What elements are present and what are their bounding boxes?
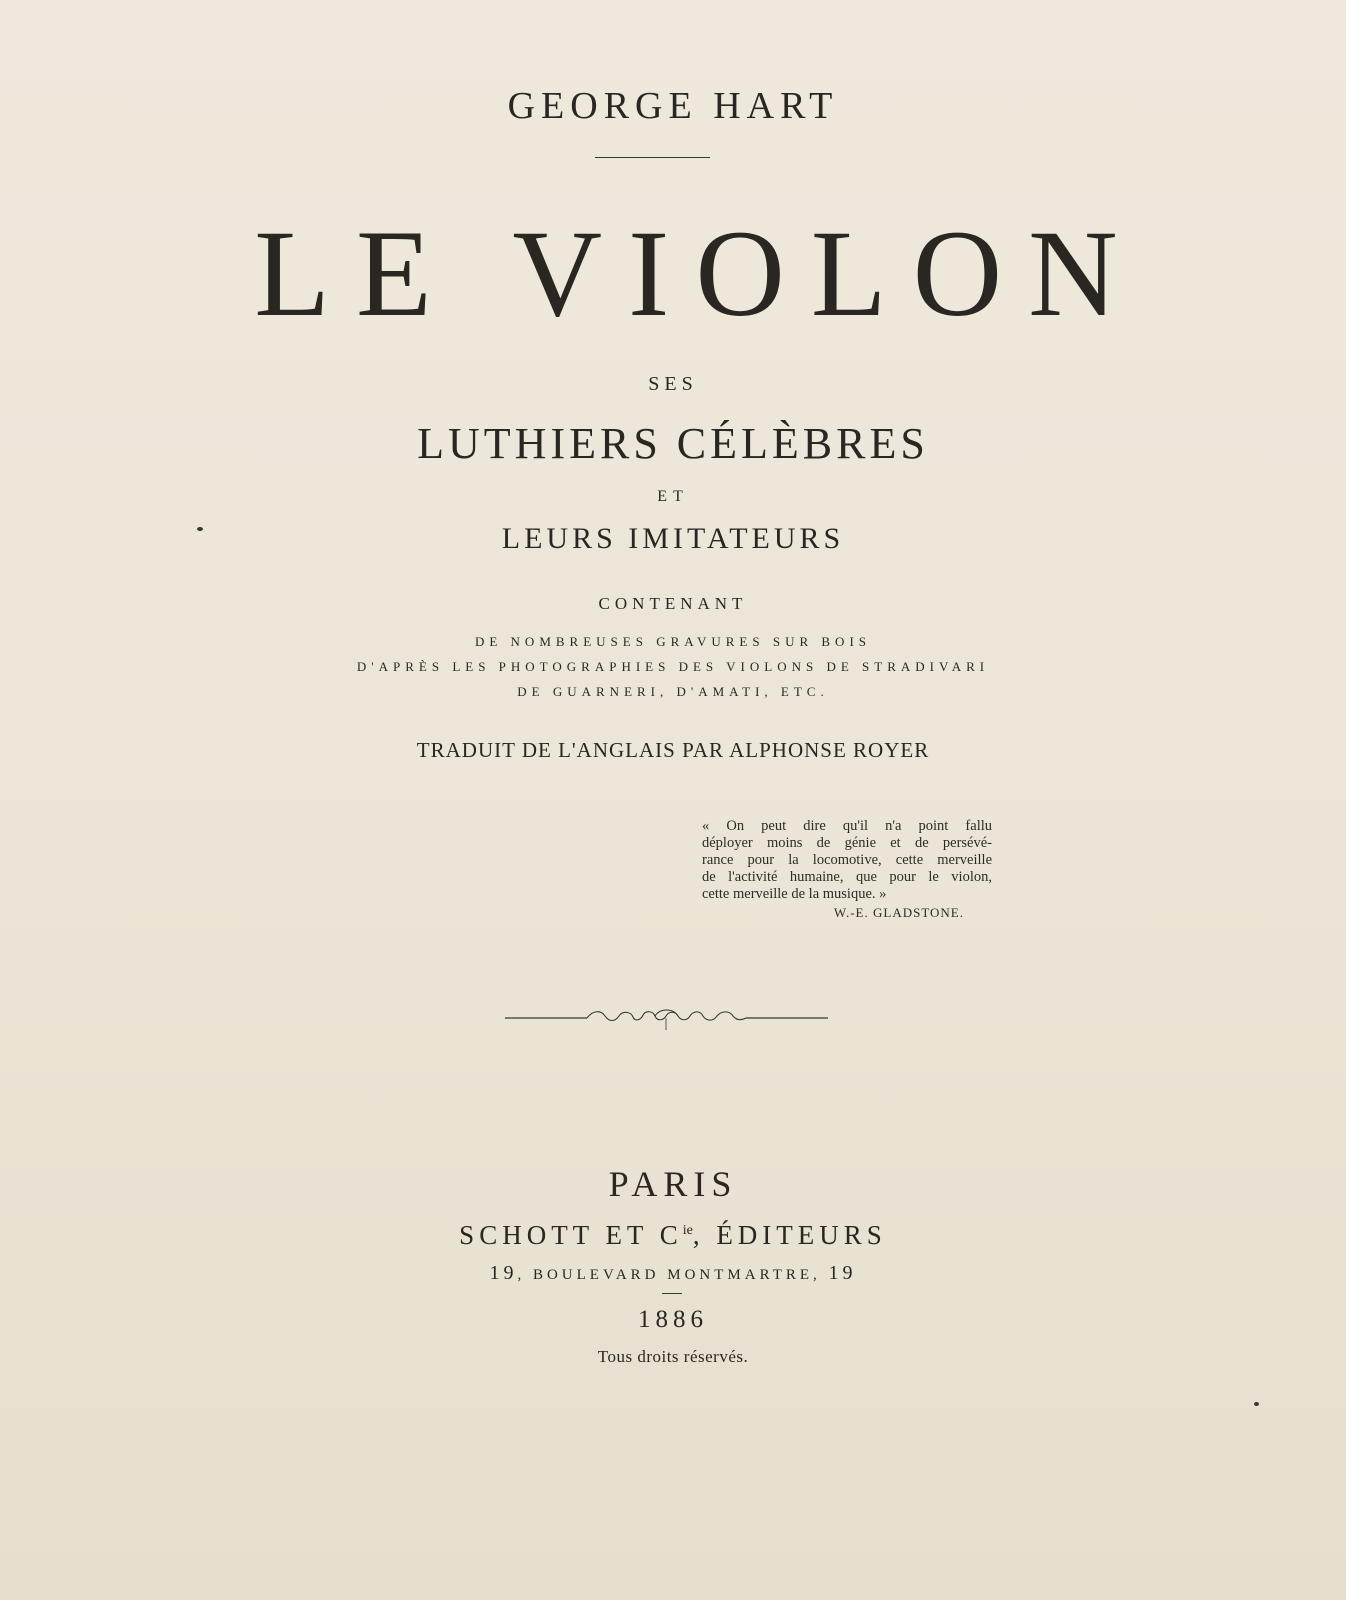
publisher-superscript: ie [682, 1223, 693, 1238]
epigraph-line: cette merveille de la musique. » [702, 886, 887, 902]
epigraph [702, 818, 992, 921]
imprint-year: 1886 [638, 1306, 708, 1333]
paper-speck [1254, 1402, 1259, 1406]
author-name: GEORGE HART [507, 85, 839, 127]
publisher-name: SCHOTT ET C [459, 1220, 683, 1250]
description-line: D'APRÈS LES PHOTOGRAPHIES DES VIOLONS DE STRADIVARI [356, 659, 990, 674]
imprint-address [0, 1262, 1346, 1285]
imprint-city: PARIS [608, 1164, 738, 1204]
imprint-publisher [0, 1220, 1346, 1251]
translator-credit: TRADUIT DE L'ANGLAIS PAR ALPHONSE ROYER [416, 738, 930, 762]
epigraph-line: de l'activité humaine, que pour le violon, [702, 869, 992, 885]
imprint-rule [662, 1293, 682, 1294]
subtitle-ses: SES [648, 373, 698, 395]
address-number: 19 [489, 1262, 518, 1284]
subtitle-et: ET [657, 488, 689, 505]
contenant-label: CONTENANT [598, 594, 748, 613]
subtitle-luthiers: LUTHIERS CÉLÈBRES [417, 419, 929, 468]
rights-notice: Tous droits réservés. [597, 1347, 749, 1366]
book-title: LE VIOLON [254, 205, 1144, 342]
epigraph-line: rance pour la locomotive, cette merveille [702, 852, 992, 868]
address-number: 19 [828, 1262, 857, 1284]
paper-speck [197, 527, 203, 531]
epigraph-line: « On peut dire qu'il n'a point fallu [702, 818, 992, 834]
epigraph-line: déployer moins de génie et de persévé- [702, 835, 992, 851]
author-rule [595, 157, 710, 158]
publisher-role: , ÉDITEURS [692, 1220, 887, 1250]
ornamental-divider [505, 1006, 828, 1036]
address-street: , BOULEVARD MONTMARTRE, [517, 1267, 829, 1283]
epigraph-attribution: W.-E. GLADSTONE. [833, 905, 964, 920]
description-line: DE NOMBREUSES GRAVURES SUR BOIS [474, 634, 872, 649]
subtitle-imitateurs: LEURS IMITATEURS [501, 522, 845, 555]
description-line: DE GUARNERI, D'AMATI, ETC. [517, 684, 829, 699]
